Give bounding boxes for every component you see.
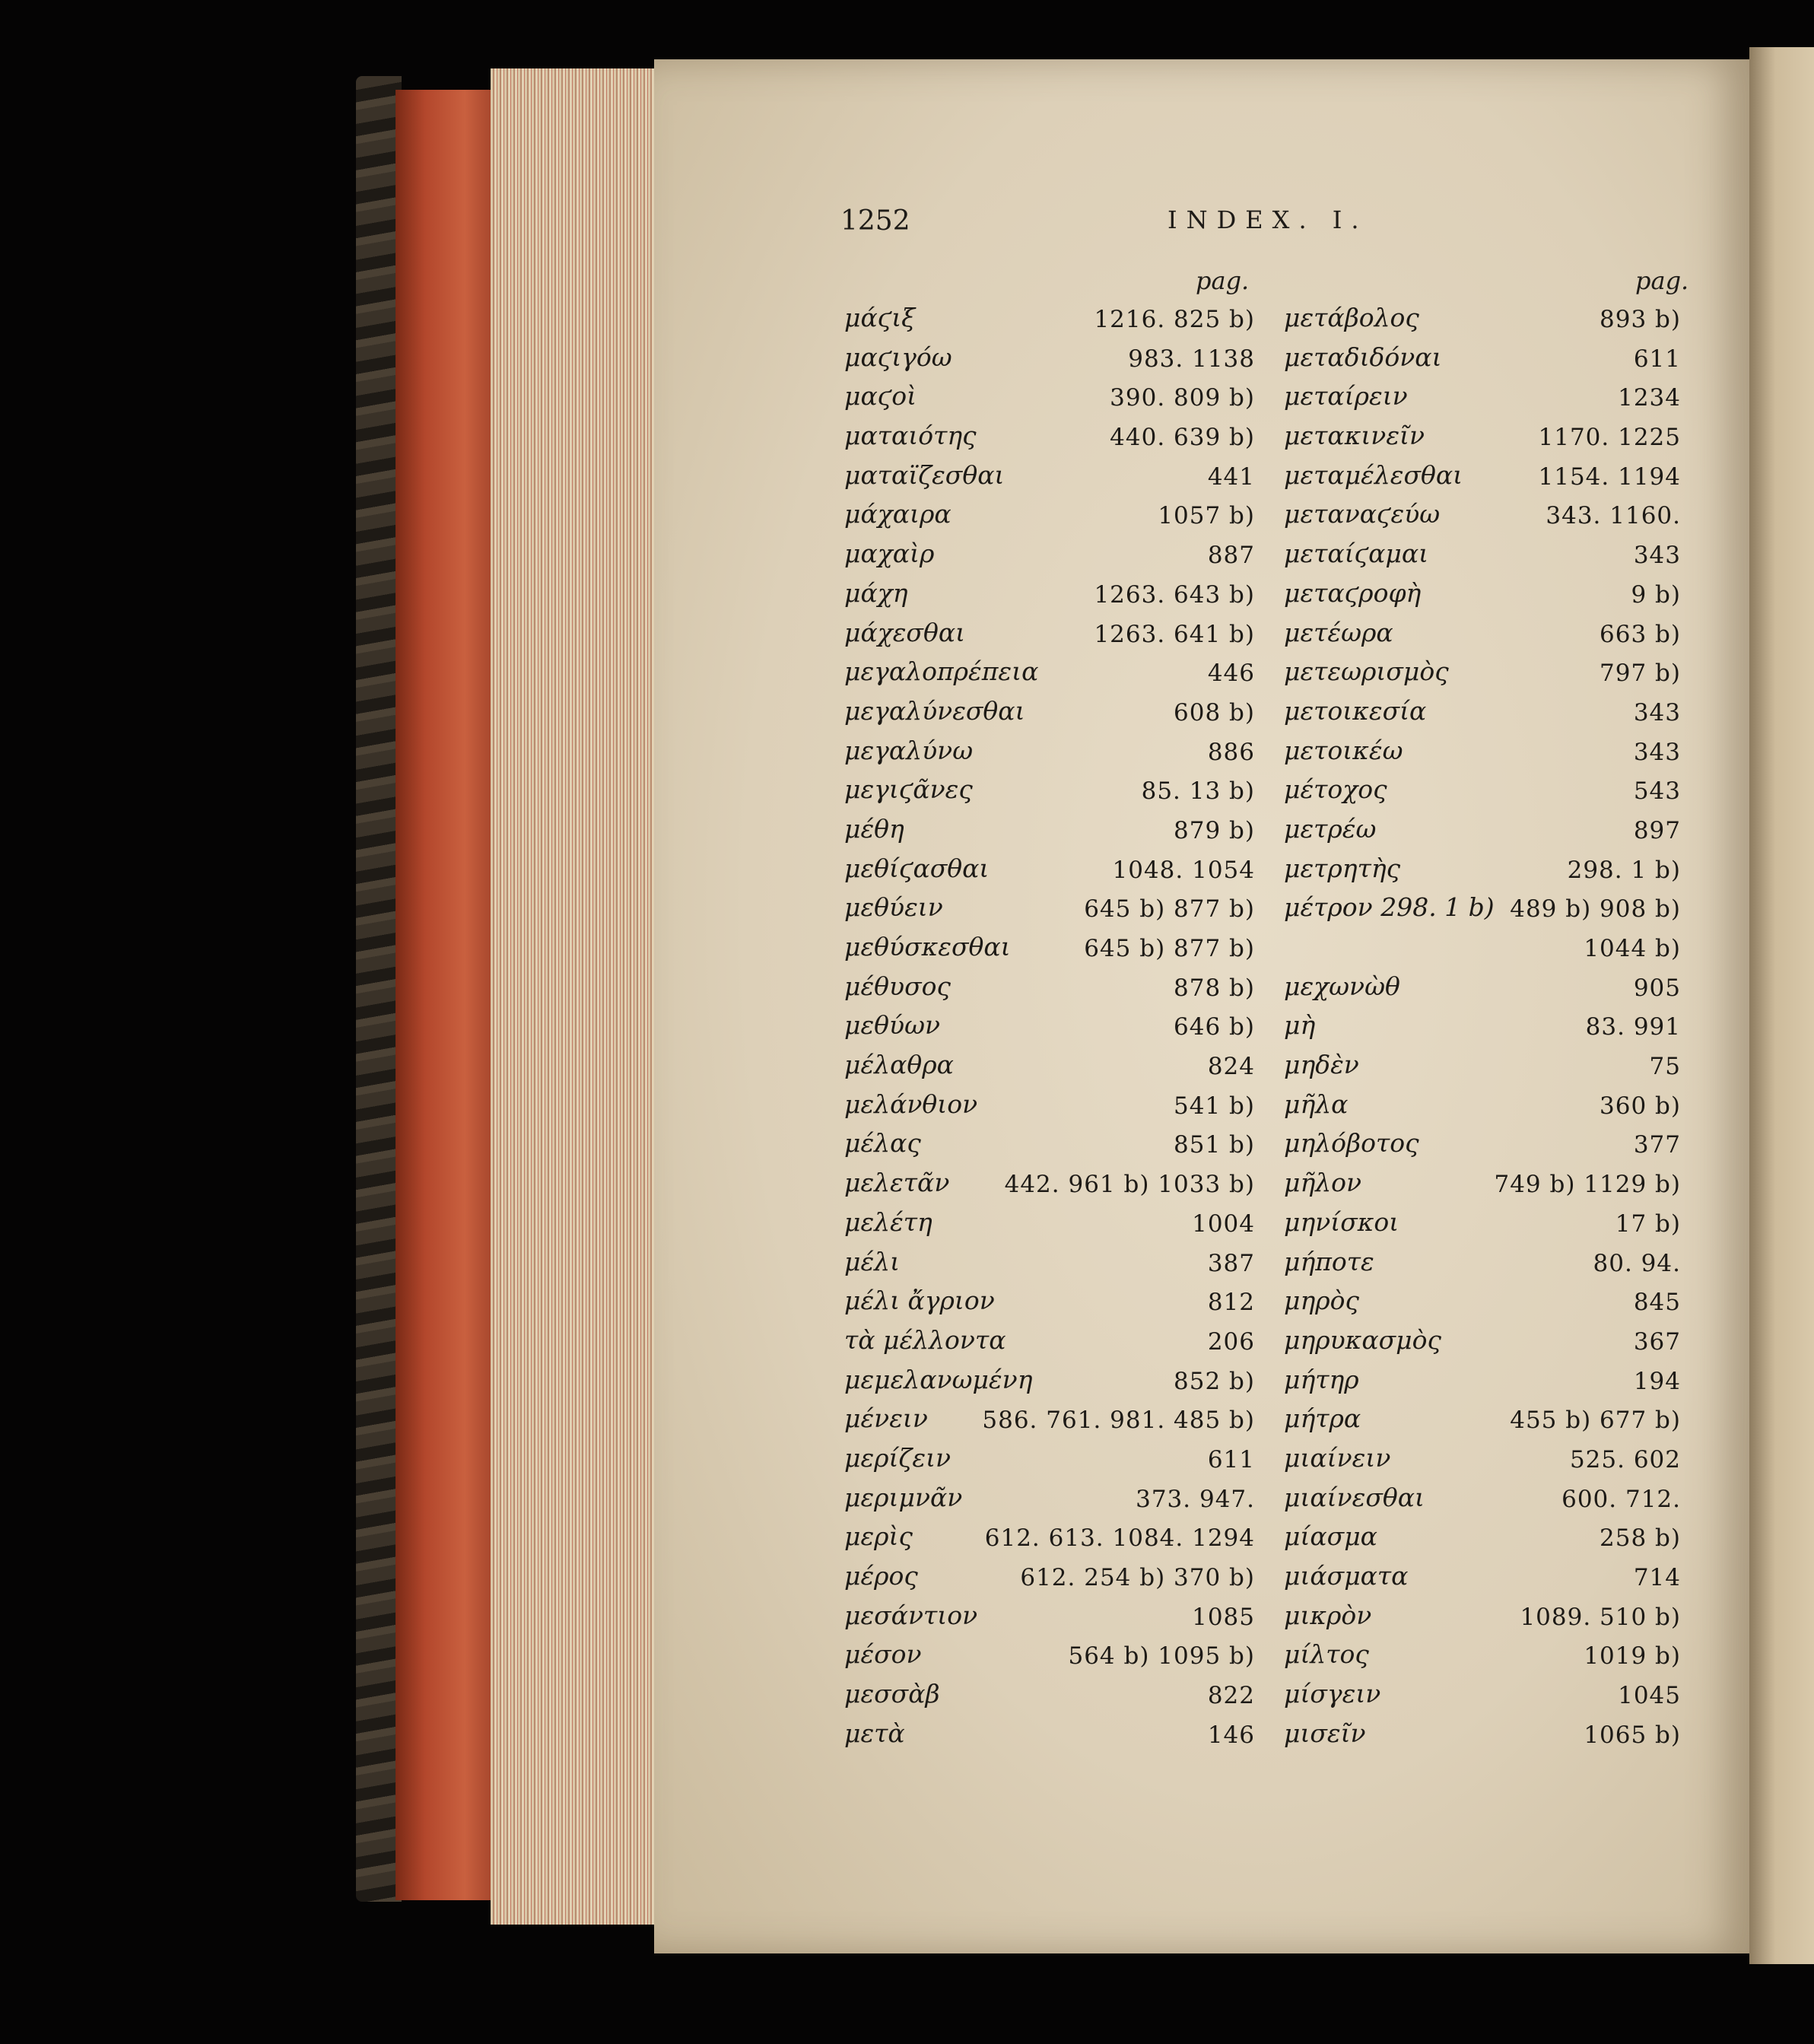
index-word: μέθυσος <box>844 971 951 1001</box>
index-word: μέλι ἄγριον <box>844 1286 995 1316</box>
page-reference: 343. 1160. <box>1546 502 1681 530</box>
index-entry <box>1284 1679 1681 1718</box>
index-word: μῆλον <box>1284 1168 1362 1198</box>
page-reference: 1045 <box>1618 1682 1681 1710</box>
index-word: μεταναϛεύω <box>1284 499 1441 529</box>
index-entry <box>844 1403 1255 1443</box>
index-entry <box>1284 696 1681 736</box>
index-word: μέρος <box>844 1561 918 1591</box>
index-word: μίλτος <box>1284 1639 1369 1670</box>
page-reference: 893 b) <box>1600 306 1681 333</box>
index-entry <box>844 696 1255 736</box>
page-reference: 343 <box>1633 738 1681 766</box>
page-reference: 83. 991 <box>1585 1013 1681 1041</box>
index-entry <box>844 618 1255 657</box>
page-reference: 367 <box>1633 1327 1681 1356</box>
index-word: μεγαλοπρέπεια <box>844 656 1039 687</box>
index-word: μαϛοὶ <box>844 381 917 412</box>
page-reference: 440. 639 b) <box>1110 424 1255 452</box>
page-reference: 897 <box>1633 816 1681 844</box>
page-reference: 75 <box>1649 1053 1681 1081</box>
right-index-column <box>1284 303 1681 1757</box>
index-word: μαϛιγόω <box>844 342 952 372</box>
index-entry <box>844 814 1255 854</box>
index-word: μέσον <box>844 1639 922 1670</box>
page-reference: 206 <box>1207 1327 1255 1356</box>
index-word: μαχαὶρ <box>844 539 935 569</box>
page-reference: 1234 <box>1618 384 1681 412</box>
index-word: μέλι <box>844 1246 901 1276</box>
index-entry <box>844 971 1255 1011</box>
page-reference: 146 <box>1207 1721 1255 1749</box>
index-entry <box>844 1718 1255 1758</box>
index-entry <box>1284 460 1681 500</box>
page-reference: 812 <box>1207 1289 1255 1317</box>
right-pag-label: pag. <box>1635 266 1689 295</box>
left-index-column <box>844 303 1255 1757</box>
page-reference: 489 b) 908 b) <box>1510 895 1681 923</box>
index-word: μένειν <box>844 1403 928 1434</box>
index-word: μεγιϛᾶνες <box>844 774 973 805</box>
index-word: μίασμα <box>1284 1521 1377 1552</box>
index-entry <box>1284 971 1681 1011</box>
index-entry <box>844 774 1255 814</box>
index-entry <box>1284 1483 1681 1522</box>
page-reference: 373. 947. <box>1136 1485 1255 1513</box>
page-reference: 646 b) <box>1174 1013 1255 1041</box>
index-word: μεριμνᾶν <box>844 1482 963 1512</box>
page-reference: 387 <box>1207 1249 1255 1277</box>
index-entry <box>844 1207 1255 1247</box>
index-entry <box>844 421 1255 460</box>
page-reference: 1057 b) <box>1158 502 1255 530</box>
index-entry <box>1284 656 1681 696</box>
index-word: μετρέω <box>1284 813 1377 844</box>
index-word: μεθίϛασθαι <box>844 853 990 883</box>
page-edges-red <box>396 90 494 1900</box>
index-entry <box>844 1050 1255 1089</box>
index-word: μετακινεῖν <box>1284 421 1425 451</box>
index-entry <box>1284 342 1681 382</box>
index-entry <box>844 736 1255 775</box>
page-reference: 194 <box>1633 1367 1681 1395</box>
index-word: μελετᾶν <box>844 1168 950 1198</box>
page-reference: 612. 254 b) 370 b) <box>1020 1564 1255 1591</box>
index-word: μεταίρειν <box>1284 381 1408 412</box>
index-entry <box>844 1325 1255 1365</box>
page-reference: 852 b) <box>1174 1367 1255 1395</box>
index-entry <box>1284 1050 1681 1089</box>
index-word: μελάνθιον <box>844 1089 978 1119</box>
index-entry <box>844 1443 1255 1483</box>
index-word: μέτοχος <box>1284 774 1387 805</box>
index-word: μάχαιρα <box>844 499 951 529</box>
index-entry <box>844 656 1255 696</box>
index-word: μεχωνὼθ <box>1284 971 1400 1001</box>
page-reference: 390. 809 b) <box>1110 384 1255 412</box>
index-entry <box>1284 1403 1681 1443</box>
index-entry <box>1284 814 1681 854</box>
page-reference: 1154. 1194 <box>1538 463 1681 491</box>
index-entry <box>1284 539 1681 578</box>
page-number: 1252 <box>840 205 910 237</box>
index-entry <box>1284 1247 1681 1286</box>
index-entry <box>1284 1521 1681 1561</box>
index-entry <box>844 342 1255 382</box>
index-word: μεγαλύνω <box>844 735 974 765</box>
page-reference: 17 b) <box>1615 1210 1681 1238</box>
index-word: μετοικέω <box>1284 735 1403 765</box>
index-word: μεσσὰβ <box>844 1679 940 1709</box>
index-word: μέλας <box>844 1128 921 1159</box>
index-word: ματαιότης <box>844 421 977 451</box>
index-word: μέτρον 298. 1 b) <box>1284 892 1495 923</box>
index-entry <box>1284 1718 1681 1758</box>
page-reference: 360 b) <box>1600 1092 1681 1120</box>
index-word: μήτηρ <box>1284 1364 1359 1394</box>
page-reference: 1048. 1054 <box>1112 856 1255 884</box>
index-entry <box>844 1639 1255 1679</box>
index-word: μάχεσθαι <box>844 617 966 647</box>
index-entry <box>1284 932 1681 971</box>
page-reference: 851 b) <box>1174 1131 1255 1159</box>
page-reference: 824 <box>1207 1053 1255 1081</box>
page-reference: 298. 1 b) <box>1567 856 1681 884</box>
index-entry <box>1284 421 1681 460</box>
index-word: μερίζειν <box>844 1442 951 1473</box>
page-reference: 80. 94. <box>1593 1249 1681 1277</box>
facing-page-sliver <box>1749 47 1814 1964</box>
book-cover-edge <box>356 76 402 1902</box>
page-reference: 1019 b) <box>1584 1642 1681 1670</box>
index-word: μετεωρισμὸς <box>1284 656 1449 687</box>
index-word: μιάσματα <box>1284 1561 1409 1591</box>
page-reference: 645 b) 877 b) <box>1084 935 1255 962</box>
running-title: INDEX. I. <box>1168 205 1368 234</box>
index-entry <box>844 1521 1255 1561</box>
index-entry <box>844 1365 1255 1404</box>
index-word: μιαίνεσθαι <box>1284 1482 1425 1512</box>
index-entry <box>844 1679 1255 1718</box>
page-reference: 1004 <box>1192 1210 1255 1238</box>
left-pag-label: pag. <box>1196 266 1250 295</box>
index-word: μικρὸν <box>1284 1600 1372 1630</box>
index-entry <box>1284 892 1681 932</box>
index-entry <box>844 539 1255 578</box>
page-reference: 714 <box>1633 1564 1681 1591</box>
index-entry <box>1284 1443 1681 1483</box>
page-reference: 645 b) 877 b) <box>1084 895 1255 923</box>
index-word: μιαίνειν <box>1284 1442 1391 1473</box>
index-word: μισεῖν <box>1284 1718 1366 1748</box>
index-word: μάχη <box>844 577 908 608</box>
index-word: μήτρα <box>1284 1403 1361 1434</box>
page-reference: 446 <box>1207 660 1255 688</box>
page-reference: 611 <box>1207 1445 1255 1473</box>
index-entry <box>1284 1089 1681 1129</box>
page-reference: 600. 712. <box>1561 1485 1681 1513</box>
index-word: μηλόβοτος <box>1284 1128 1419 1159</box>
page-reference: 1263. 641 b) <box>1094 620 1255 648</box>
page-reference: 611 <box>1633 345 1681 373</box>
index-word: μεταίϛαμαι <box>1284 539 1429 569</box>
index-entry <box>1284 774 1681 814</box>
page-reference: 822 <box>1207 1682 1255 1710</box>
index-word: μηνίσκοι <box>1284 1206 1399 1237</box>
page-reference: 541 b) <box>1174 1092 1255 1120</box>
page-reference: 525. 602 <box>1569 1445 1681 1473</box>
index-entry <box>844 303 1255 342</box>
page-reference: 905 <box>1633 974 1681 1002</box>
index-word: ματαϊζεσθαι <box>844 459 1005 490</box>
index-entry <box>1284 578 1681 618</box>
page-edges <box>491 68 666 1925</box>
index-word: μηρυκασμὸς <box>1284 1324 1441 1355</box>
page-reference: 85. 13 b) <box>1141 777 1255 806</box>
index-entry <box>844 1168 1255 1207</box>
page-reference: 1065 b) <box>1584 1721 1681 1749</box>
page-reference: 586. 761. 981. 485 b) <box>982 1407 1255 1435</box>
index-word: μερὶς <box>844 1521 913 1552</box>
index-word: μεμελανωμένη <box>844 1364 1033 1394</box>
index-entry <box>844 1247 1255 1286</box>
index-entry <box>1284 1365 1681 1404</box>
index-word: μηρὸς <box>1284 1286 1359 1316</box>
page-reference: 543 <box>1633 777 1681 806</box>
page-reference: 878 b) <box>1174 974 1255 1002</box>
index-entry <box>844 460 1255 500</box>
index-word: μετὰ <box>844 1718 905 1748</box>
page-reference: 343 <box>1633 542 1681 570</box>
index-word: μεταμέλεσθαι <box>1284 459 1463 490</box>
page-reference: 1216. 825 b) <box>1094 306 1255 333</box>
index-entry <box>1284 1207 1681 1247</box>
index-entry <box>1284 381 1681 421</box>
index-word: μεσάντιον <box>844 1600 978 1630</box>
index-word: μὴ <box>1284 1010 1316 1041</box>
index-word: μετοικεσία <box>1284 695 1427 726</box>
index-entry <box>1284 303 1681 342</box>
page-reference: 455 b) 677 b) <box>1510 1407 1681 1435</box>
index-entry <box>844 578 1255 618</box>
page-reference: 608 b) <box>1174 698 1255 726</box>
index-word: μεγαλύνεσθαι <box>844 695 1025 726</box>
page-reference: 797 b) <box>1600 660 1681 688</box>
index-word: μάϛιξ <box>844 303 916 332</box>
index-entry <box>844 1601 1255 1640</box>
page-reference: 1044 b) <box>1584 935 1681 962</box>
index-word: μήποτε <box>1284 1246 1374 1276</box>
page-reference: 9 b) <box>1631 580 1681 609</box>
index-entry <box>1284 736 1681 775</box>
index-word: μετρητὴς <box>1284 853 1401 883</box>
page-reference: 258 b) <box>1600 1524 1681 1553</box>
index-entry <box>844 1483 1255 1522</box>
index-word: τὰ μέλλοντα <box>844 1324 1006 1355</box>
page-reference: 442. 961 b) 1033 b) <box>1004 1171 1255 1199</box>
index-entry <box>844 1010 1255 1050</box>
index-word: μετέωρα <box>1284 617 1393 647</box>
page-reference: 845 <box>1633 1289 1681 1317</box>
index-word: μεθύειν <box>844 892 943 923</box>
page-reference: 612. 613. 1084. 1294 <box>984 1524 1255 1553</box>
page-reference: 886 <box>1207 738 1255 766</box>
index-entry <box>1284 1128 1681 1168</box>
index-word: μέλαθρα <box>844 1050 954 1080</box>
index-word: μετάβολος <box>1284 303 1419 332</box>
index-entry <box>844 1561 1255 1601</box>
index-word: μελέτη <box>844 1206 932 1237</box>
index-entry <box>844 1286 1255 1325</box>
index-word: μέθη <box>844 813 904 844</box>
index-entry <box>1284 618 1681 657</box>
page-reference: 1085 <box>1192 1603 1255 1631</box>
index-word: μίσγειν <box>1284 1679 1381 1709</box>
page-reference: 879 b) <box>1174 816 1255 844</box>
page-reference: 377 <box>1633 1131 1681 1159</box>
index-entry <box>844 381 1255 421</box>
index-entry <box>844 1089 1255 1129</box>
index-entry <box>844 499 1255 539</box>
index-entry <box>844 1128 1255 1168</box>
page-reference: 1170. 1225 <box>1538 424 1681 452</box>
index-word: μηδὲν <box>1284 1050 1359 1080</box>
page-reference: 983. 1138 <box>1128 345 1255 373</box>
page-reference: 1089. 510 b) <box>1520 1603 1681 1631</box>
page-reference: 343 <box>1633 698 1681 726</box>
page-reference: 887 <box>1207 542 1255 570</box>
index-entry <box>1284 854 1681 893</box>
index-word: μεθύσκεσθαι <box>844 932 1011 962</box>
index-entry <box>1284 1286 1681 1325</box>
page-reference: 441 <box>1207 463 1255 491</box>
page-reference: 749 b) 1129 b) <box>1494 1171 1681 1199</box>
index-entry <box>1284 1561 1681 1601</box>
index-word: μεταδιδόναι <box>1284 342 1442 372</box>
index-entry <box>1284 499 1681 539</box>
page-reference: 663 b) <box>1600 620 1681 648</box>
index-entry <box>1284 1168 1681 1207</box>
page-reference: 1263. 643 b) <box>1094 580 1255 609</box>
index-entry <box>1284 1325 1681 1365</box>
index-entry <box>1284 1601 1681 1640</box>
index-entry <box>844 854 1255 893</box>
page-header <box>840 205 1631 251</box>
index-entry <box>844 932 1255 971</box>
index-word: μεταϛροφὴ <box>1284 577 1422 608</box>
index-word: μεθύων <box>844 1010 941 1041</box>
index-entry <box>844 892 1255 932</box>
index-entry <box>1284 1639 1681 1679</box>
index-entry <box>1284 1010 1681 1050</box>
page-reference: 564 b) 1095 b) <box>1068 1642 1255 1670</box>
index-word: μῆλα <box>1284 1089 1349 1119</box>
